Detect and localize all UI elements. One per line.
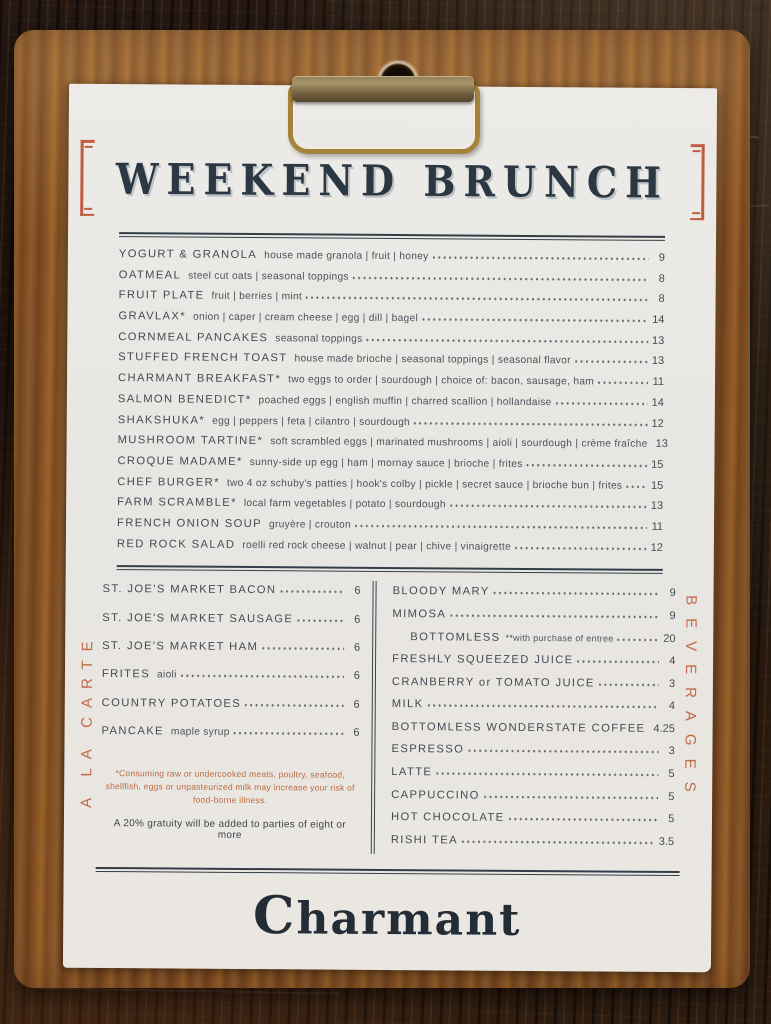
dot-leader <box>234 730 344 736</box>
menu-item-name: CHARMANT BREAKFAST* <box>117 372 282 386</box>
menu-item-name: COUNTRY POTATOES <box>101 696 242 710</box>
menu-item-price: 12 <box>650 541 663 554</box>
menu-item-name: BOTTOMLESS <box>410 630 501 644</box>
column-divider-rule <box>371 581 377 854</box>
dot-leader <box>598 380 648 385</box>
menu-item-name: RED ROCK SALAD <box>116 537 236 551</box>
dot-leader <box>578 658 660 664</box>
dot-leader <box>618 636 660 641</box>
menu-item-description: sunny-side up egg | ham | mornay sauce | brioche | frites <box>249 456 523 470</box>
menu-item-name: ESPRESSO <box>391 743 465 756</box>
dot-leader <box>280 589 344 594</box>
a-la-carte-item-row <box>102 668 360 698</box>
dot-leader <box>306 295 649 302</box>
menu-item-price: 6 <box>353 670 360 683</box>
a-la-carte-list <box>101 583 360 755</box>
dot-leader <box>436 770 658 777</box>
lower-section <box>78 577 700 862</box>
menu-item-description: gruyère | crouton <box>268 519 352 531</box>
menu-item-name: CROQUE MADAME* <box>117 454 243 468</box>
menu-item-price: 20 <box>663 632 676 645</box>
menu-item-description: roelli red rock cheese | walnut | pear | chive | vinaigrette <box>242 539 512 553</box>
menu-item-description: onion | caper | cream cheese | egg | dill | bagel <box>193 311 419 325</box>
menu-item-name: SHAKSHUKA* <box>117 413 206 427</box>
dot-leader <box>484 793 659 799</box>
dot-leader <box>468 748 658 754</box>
menu-item-price: 6 <box>354 585 361 598</box>
section-divider-rule <box>117 565 663 574</box>
menu-item-name: OATMEAL <box>118 268 182 282</box>
a-la-carte-item-row <box>102 697 360 727</box>
menu-item-price: 13 <box>655 438 668 451</box>
beverages-column <box>377 579 680 862</box>
menu-item-price: 14 <box>651 396 664 409</box>
menu-item-description: two eggs to order | sourdough | choice of: bacon, sausage, ham <box>288 374 595 388</box>
menu-item-price: 13 <box>651 355 665 368</box>
menu-item-name: LATTE <box>391 766 433 779</box>
menu-item-description: soft scrambled eggs | marinated mushrooms | aioli | sourdough | crème fraîche <box>270 436 648 450</box>
menu-item-price: 8 <box>658 272 665 285</box>
menu-item-description: two 4 oz schuby's patties | hook's colby | pickle | secret sauce | brioche bun | frites <box>226 477 623 492</box>
menu-item-name: ST. JOE'S MARKET SAUSAGE <box>102 611 294 626</box>
a-la-carte-item-row <box>101 725 359 755</box>
menu-item-name: HOT CHOCOLATE <box>390 811 505 825</box>
menu-item-description: poached eggs | english muffin | charred scallion | hollandaise <box>258 394 552 408</box>
dot-leader <box>367 337 649 344</box>
dot-leader <box>450 612 659 618</box>
beverage-item-row <box>392 721 675 746</box>
menu-item-row <box>117 538 663 562</box>
beverage-item-row <box>392 653 675 678</box>
menu-item-name: CRANBERRY or TOMATO JUICE <box>391 675 595 690</box>
title-divider-rule <box>119 232 665 241</box>
restaurant-logo: Charmant <box>252 885 522 947</box>
menu-item-name: BOTTOMLESS WONDERSTATE COFFEE <box>391 720 646 735</box>
menu-item-price: 6 <box>353 727 360 740</box>
dot-leader <box>427 703 659 710</box>
menu-item-name: FRENCH ONION SOUP <box>116 517 263 531</box>
a-la-carte-column <box>101 577 371 860</box>
raw-food-disclaimer: *Consuming raw or undercooked meats, poultry, seafood, shellfish, eggs or unpasteurized milk may increase your risk of food-borne illness. <box>105 767 355 806</box>
menu-item-price: 12 <box>651 417 664 430</box>
menu-title: WEEKEND BRUNCH <box>115 152 670 208</box>
menu-item-price: 5 <box>668 813 675 826</box>
menu-item-name: SALMON BENEDICT* <box>117 392 252 406</box>
menu-item-name: FARM SCRAMBLE* <box>117 496 237 510</box>
title-bracket-left-icon <box>81 140 97 216</box>
menu-item-description: **with purchase of entree <box>505 632 614 644</box>
footer-divider-rule <box>96 867 680 876</box>
gratuity-note: A 20% gratuity will be added to parties of eight or more <box>113 817 346 841</box>
dot-leader <box>527 462 648 468</box>
dot-leader <box>297 617 344 622</box>
menu-item-description: house made brioche | seasonal toppings | seasonal flavor <box>294 353 571 367</box>
menu-item-description: egg | peppers | feta | cilantro | sourdough <box>212 415 411 428</box>
dot-leader <box>556 400 648 406</box>
menu-item-description: aioli <box>157 669 177 681</box>
dot-leader <box>353 274 649 281</box>
a-la-carte-item-row <box>102 640 360 670</box>
menu-item-name: YOGURT & GRANOLA <box>118 248 258 262</box>
menu-item-description: house made granola | fruit | honey <box>264 250 429 263</box>
menu-item-price: 9 <box>669 609 676 622</box>
dot-leader <box>422 316 648 323</box>
menu-item-description: fruit | berries | mint <box>211 291 303 303</box>
menu-item-name: BLOODY MARY <box>392 585 490 599</box>
menu-item-name: FRUIT PLATE <box>118 289 205 303</box>
menu-item-description: seasonal toppings <box>275 332 363 345</box>
a-la-carte-item-row <box>102 583 360 613</box>
menu-item-price: 3.5 <box>658 835 675 848</box>
brunch-item-list <box>116 248 668 562</box>
beverage-item-row <box>392 676 675 701</box>
beverage-item-row <box>391 834 674 859</box>
menu-item-name: CORNMEAL PANCAKES <box>118 330 269 344</box>
menu-item-price: 15 <box>651 458 664 471</box>
dot-leader <box>494 590 660 596</box>
beverage-item-row <box>391 789 674 814</box>
dot-leader <box>181 673 344 679</box>
dot-leader <box>414 420 647 427</box>
dot-leader <box>626 483 647 488</box>
menu-item-name: FRESHLY SQUEEZED JUICE <box>392 653 574 667</box>
menu-item-name: CAPPUCCINO <box>391 788 480 802</box>
beverage-item-row <box>391 766 674 791</box>
menu-item-description: maple syrup <box>170 726 230 739</box>
menu-item-price: 13 <box>652 334 665 347</box>
dot-leader <box>262 645 344 651</box>
beverage-item-row <box>391 743 674 768</box>
menu-item-price: 11 <box>652 375 665 389</box>
menu-item-name: MIMOSA <box>392 607 447 621</box>
dot-leader <box>599 681 659 686</box>
dot-leader <box>355 523 647 530</box>
dot-leader <box>515 544 647 550</box>
menu-item-name: RISHI TEA <box>390 833 459 847</box>
menu-item-price: 9 <box>669 587 676 600</box>
beverages-label: BEVERAGES <box>681 595 700 806</box>
dot-leader <box>450 503 647 509</box>
menu-item-name: PANCAKE <box>101 725 164 738</box>
menu-item-price: 4 <box>668 700 676 713</box>
menu-item-price: 3 <box>668 745 675 758</box>
menu-item-price: 6 <box>353 698 360 711</box>
menu-item-name: MILK <box>391 698 424 711</box>
title-bracket-right-icon <box>689 144 705 220</box>
menu-item-price: 5 <box>668 768 675 781</box>
menu-item-price: 3 <box>669 677 676 690</box>
dot-leader <box>245 702 344 708</box>
menu-item-description: local farm vegetables | potato | sourdough <box>243 498 446 511</box>
dot-leader <box>433 254 649 261</box>
menu-paper <box>63 84 717 973</box>
beverage-item-row <box>392 631 675 656</box>
dot-leader <box>462 838 655 844</box>
beverage-item-row <box>391 811 674 836</box>
menu-item-price: 14 <box>652 313 665 326</box>
menu-item-description: steel cut oats | seasonal toppings <box>188 270 349 283</box>
menu-item-name: CHEF BURGER* <box>117 475 220 489</box>
beverages-list <box>391 585 676 858</box>
menu-item-price: 8 <box>658 293 665 306</box>
menu-item-name: ST. JOE'S MARKET BACON <box>102 583 277 597</box>
dot-leader <box>575 359 648 365</box>
menu-item-price: 13 <box>650 500 664 513</box>
menu-item-price: 5 <box>668 790 675 803</box>
menu-item-price: 6 <box>353 641 361 654</box>
clipboard-clip-bar <box>292 76 474 102</box>
menu-item-name: STUFFED FRENCH TOAST <box>118 351 288 365</box>
menu-item-price: 15 <box>651 479 664 492</box>
menu-item-name: ST. JOE'S MARKET HAM <box>102 640 259 654</box>
menu-item-name: GRAVLAX* <box>118 310 187 323</box>
a-la-carte-label: A LA CARTE <box>78 632 97 809</box>
menu-item-price: 4 <box>669 655 676 668</box>
table-scratch <box>40 987 340 994</box>
beverage-item-row <box>392 698 675 723</box>
beverage-item-row <box>392 608 675 633</box>
menu-item-name: FRITES <box>101 668 151 681</box>
beverage-item-row <box>392 585 675 610</box>
menu-item-price: 9 <box>658 251 665 264</box>
menu-item-price: 4.25 <box>653 722 675 735</box>
menu-item-price: 6 <box>354 613 361 626</box>
menu-item-price: 11 <box>651 520 664 533</box>
a-la-carte-item-row <box>102 612 360 642</box>
dot-leader <box>509 816 659 822</box>
menu-item-name: MUSHROOM TARTINE* <box>117 434 264 448</box>
